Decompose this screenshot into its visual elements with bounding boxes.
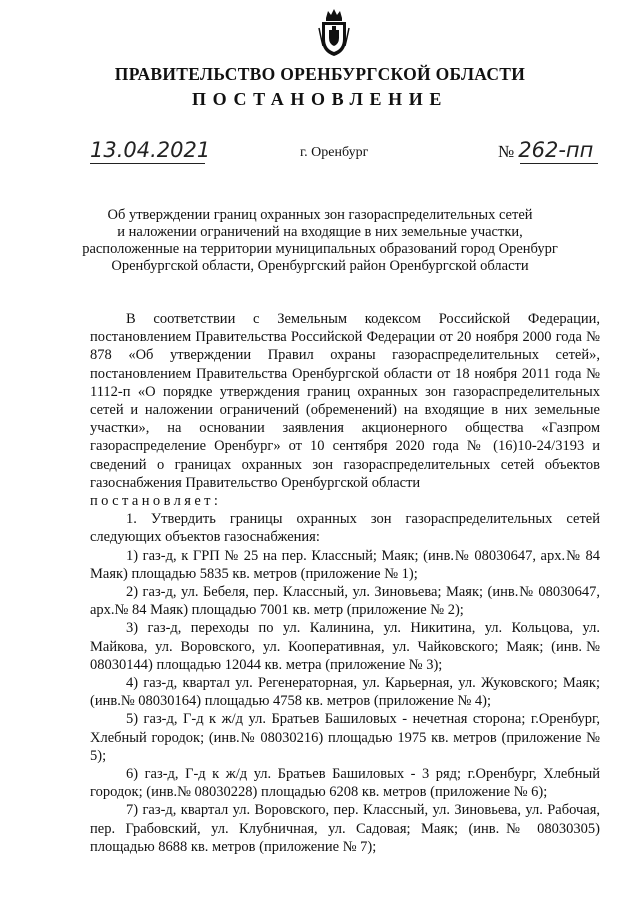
government-title: ПРАВИТЕЛЬСТВО ОРЕНБУРГСКОЙ ОБЛАСТИ (114, 64, 526, 84)
number-sign: № (498, 142, 515, 161)
city-label: г. Оренбург (300, 145, 369, 160)
subitem-paragraph: 3) газ-д, переходы по ул. Калинина, ул. Никитина, ул. Кольцова, ул. Майкова, ул. Воровского, ул. Кооперативная, ул. Чайковского; Маяк; (инв.№ 08030144) площадью 12044 кв. метра (приложение № 3); (90, 620, 600, 673)
subject-line: расположенные на территории муниципальных образований город Оренбург (82, 241, 558, 257)
item-1-paragraph: 1. Утвердить границы охранных зон газораспределительных сетей следующих объектов газоснабжения: (90, 511, 600, 546)
document-subject (60, 207, 580, 275)
orenburg-coat-of-arms-icon (317, 8, 351, 58)
subitem-paragraph: 6) газ-д, Г-д к ж/д ул. Братьев Башиловых - 3 ряд; г.Оренбург, Хлебный городок; (инв.№ 08030228) площадью 6208 кв. метров (приложение № 6); (90, 766, 600, 801)
subitem-paragraph: 7) газ-д, квартал ул. Воровского, пер. Классный, ул. Зиновьева, ул. Рабочая, пер. Грабовский, ул. Клубничная, ул. Садовая; Маяк; (инв.№ 08030305) площадью 8688 кв. метров (приложение № 7); (90, 802, 600, 855)
subject-line: и наложении ограничений на входящие в них земельные участки, (117, 224, 523, 240)
subject-line: Об утверждении границ охранных зон газораспределительных сетей (107, 207, 533, 223)
document-type: ПОСТАНОВЛЕНИЕ (192, 89, 448, 109)
subject-line: Оренбургской области, Оренбургский район Оренбургской области (111, 258, 529, 274)
subitem-paragraph: 2) газ-д, ул. Бебеля, пер. Классный, ул. Зиновьева; Маяк; (инв.№ 08030647, арх.№ 84 Маяк) площадью 7001 кв. метр (приложение № 2); (90, 584, 600, 619)
document-body (90, 310, 600, 856)
resolves-word: постановляет: (90, 493, 222, 510)
number-handwritten: 262-пп (518, 138, 594, 162)
document-number (498, 138, 598, 164)
date-handwritten: 13.04.2021 (90, 138, 211, 162)
subitem-paragraph: 4) газ-д, квартал ул. Регенераторная, ул. Карьерная, ул. Жуковского; Маяк; (инв.№ 08030164) площадью 4758 кв. метров (приложение № 4); (90, 675, 600, 710)
document-date (90, 138, 211, 164)
preamble-paragraph: В соответствии с Земельным кодексом Российской Федерации, постановлением Правительства Российской Федерации от 20 ноября 2000 года № 878 «Об утверждении Правил охраны газораспределительных сетей», постановлением Правительства Оренбургской области от 18 ноября 2011 года № 1112-п «О порядке утверждения границ охранных зон газораспределительных сетей и наложении ограничений (обременений) на входящие в них земельные участки», на основании заявления акционерного общества «Газпром газораспределение Оренбург» от 10 сентября 2020 года № (16)10-24/3193 и сведений о границах охранных зон газораспределительных сетей объектов газоснабжения Правительство Оренбургской области (90, 311, 600, 491)
subitem-paragraph: 1) газ-д, к ГРП № 25 на пер. Классный; Маяк; (инв.№ 08030647, арх.№ 84 Маяк) площадью 5835 кв. метров (приложение № 1); (90, 547, 600, 582)
subitem-paragraph: 5) газ-д, Г-д к ж/д ул. Братьев Башиловых - нечетная сторона; г.Оренбург, Хлебный городок; (инв.№ 08030216) площадью 1975 кв. метров (приложение № 5); (90, 711, 600, 764)
